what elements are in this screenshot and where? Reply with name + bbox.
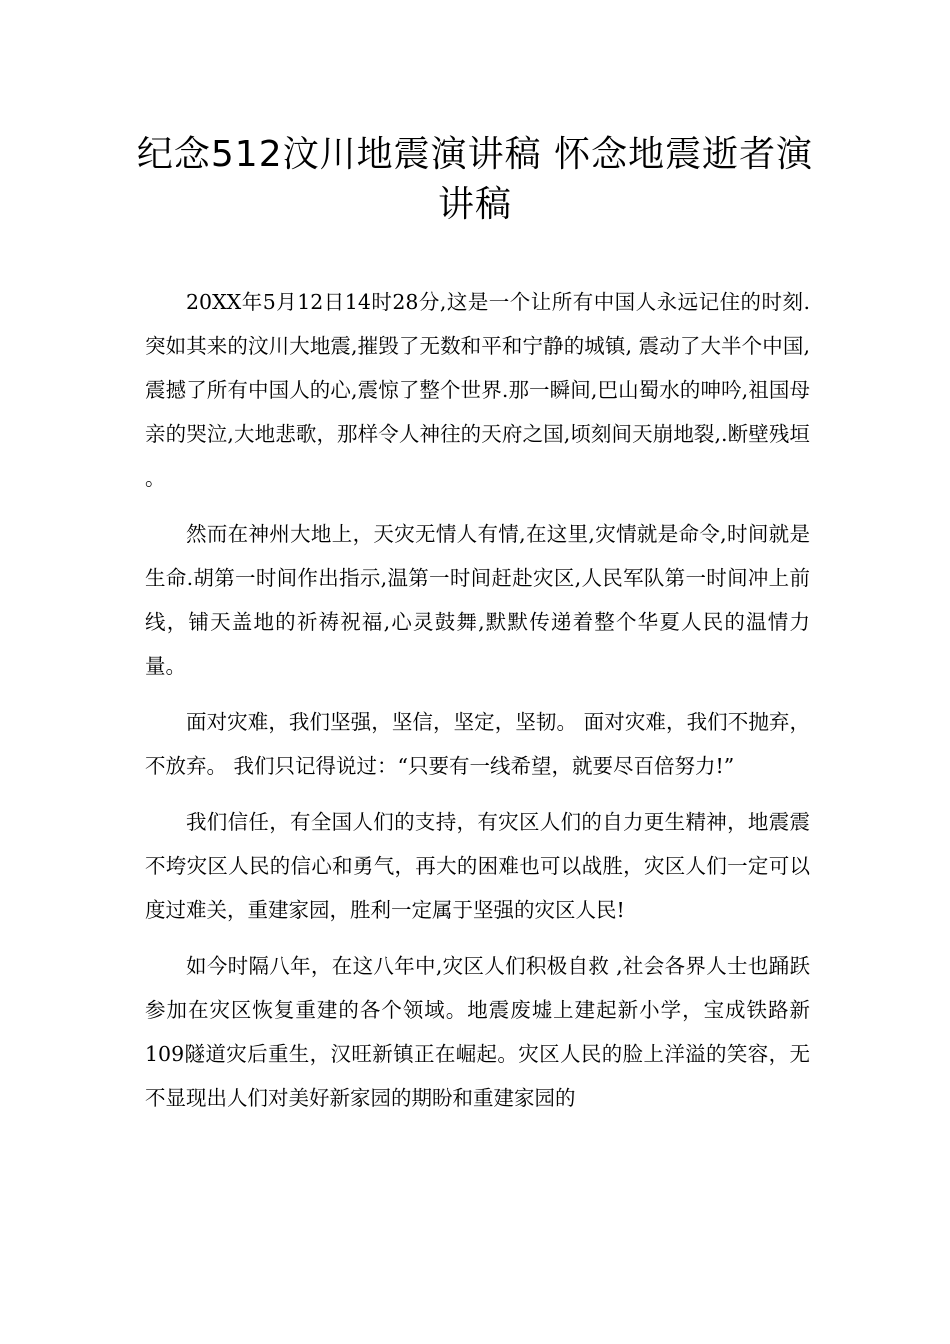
paragraph-5: 如今时隔八年，在这八年中,灾区人们积极自救 ,社会各界人士也踊跃参加在灾区恢复重建的各个领域。地震废墟上建起新小学，宝成铁路新109隧道灾后重生，汉旺新镇正在崛起。灾区人民的脸上洋溢的笑容，无不显现出人们对美好新家园的期盼和重建家园的	[145, 954, 810, 1110]
document-body	[145, 280, 810, 1132]
paragraph-3: 面对灾难，我们坚强，坚信，坚定，坚韧。 面对灾难，我们不抛弃，不放弃。 我们只记得说过：“只要有一线希望，就要尽百倍努力!”	[145, 710, 810, 778]
paragraph-4: 我们信任，有全国人们的支持，有灾区人们的自力更生精神，地震震不垮灾区人民的信心和勇气，再大的困难也可以战胜，灾区人们一定可以度过难关，重建家园，胜利一定属于坚强的灾区人民!	[145, 810, 810, 922]
paragraph-1: 20XX年5月12日14时28分,这是一个让所有中国人永远记住的时刻. 突如其来的汶川大地震,摧毁了无数和平和宁静的城镇, 震动了大半个中国, 震撼了所有中国人的心,震惊了整个世界.那一瞬间,巴山蜀水的呻吟,祖国母亲的哭泣,大地悲歌，那样令人神往的天府之国,顷刻间天崩地裂,.断壁残垣 。	[145, 290, 810, 490]
paragraph-2: 然而在神州大地上，天灾无情人有情,在这里,灾情就是命令,时间就是生命.胡第一时间作出指示,温第一时间赶赴灾区,人民军队第一时间冲上前线，铺天盖地的祈祷祝福,心灵鼓舞,默默传递着整个华夏人民的温情力量。	[145, 522, 810, 678]
document-title: 纪念512汶川地震演讲稿 怀念地震逝者演讲稿	[136, 134, 814, 225]
